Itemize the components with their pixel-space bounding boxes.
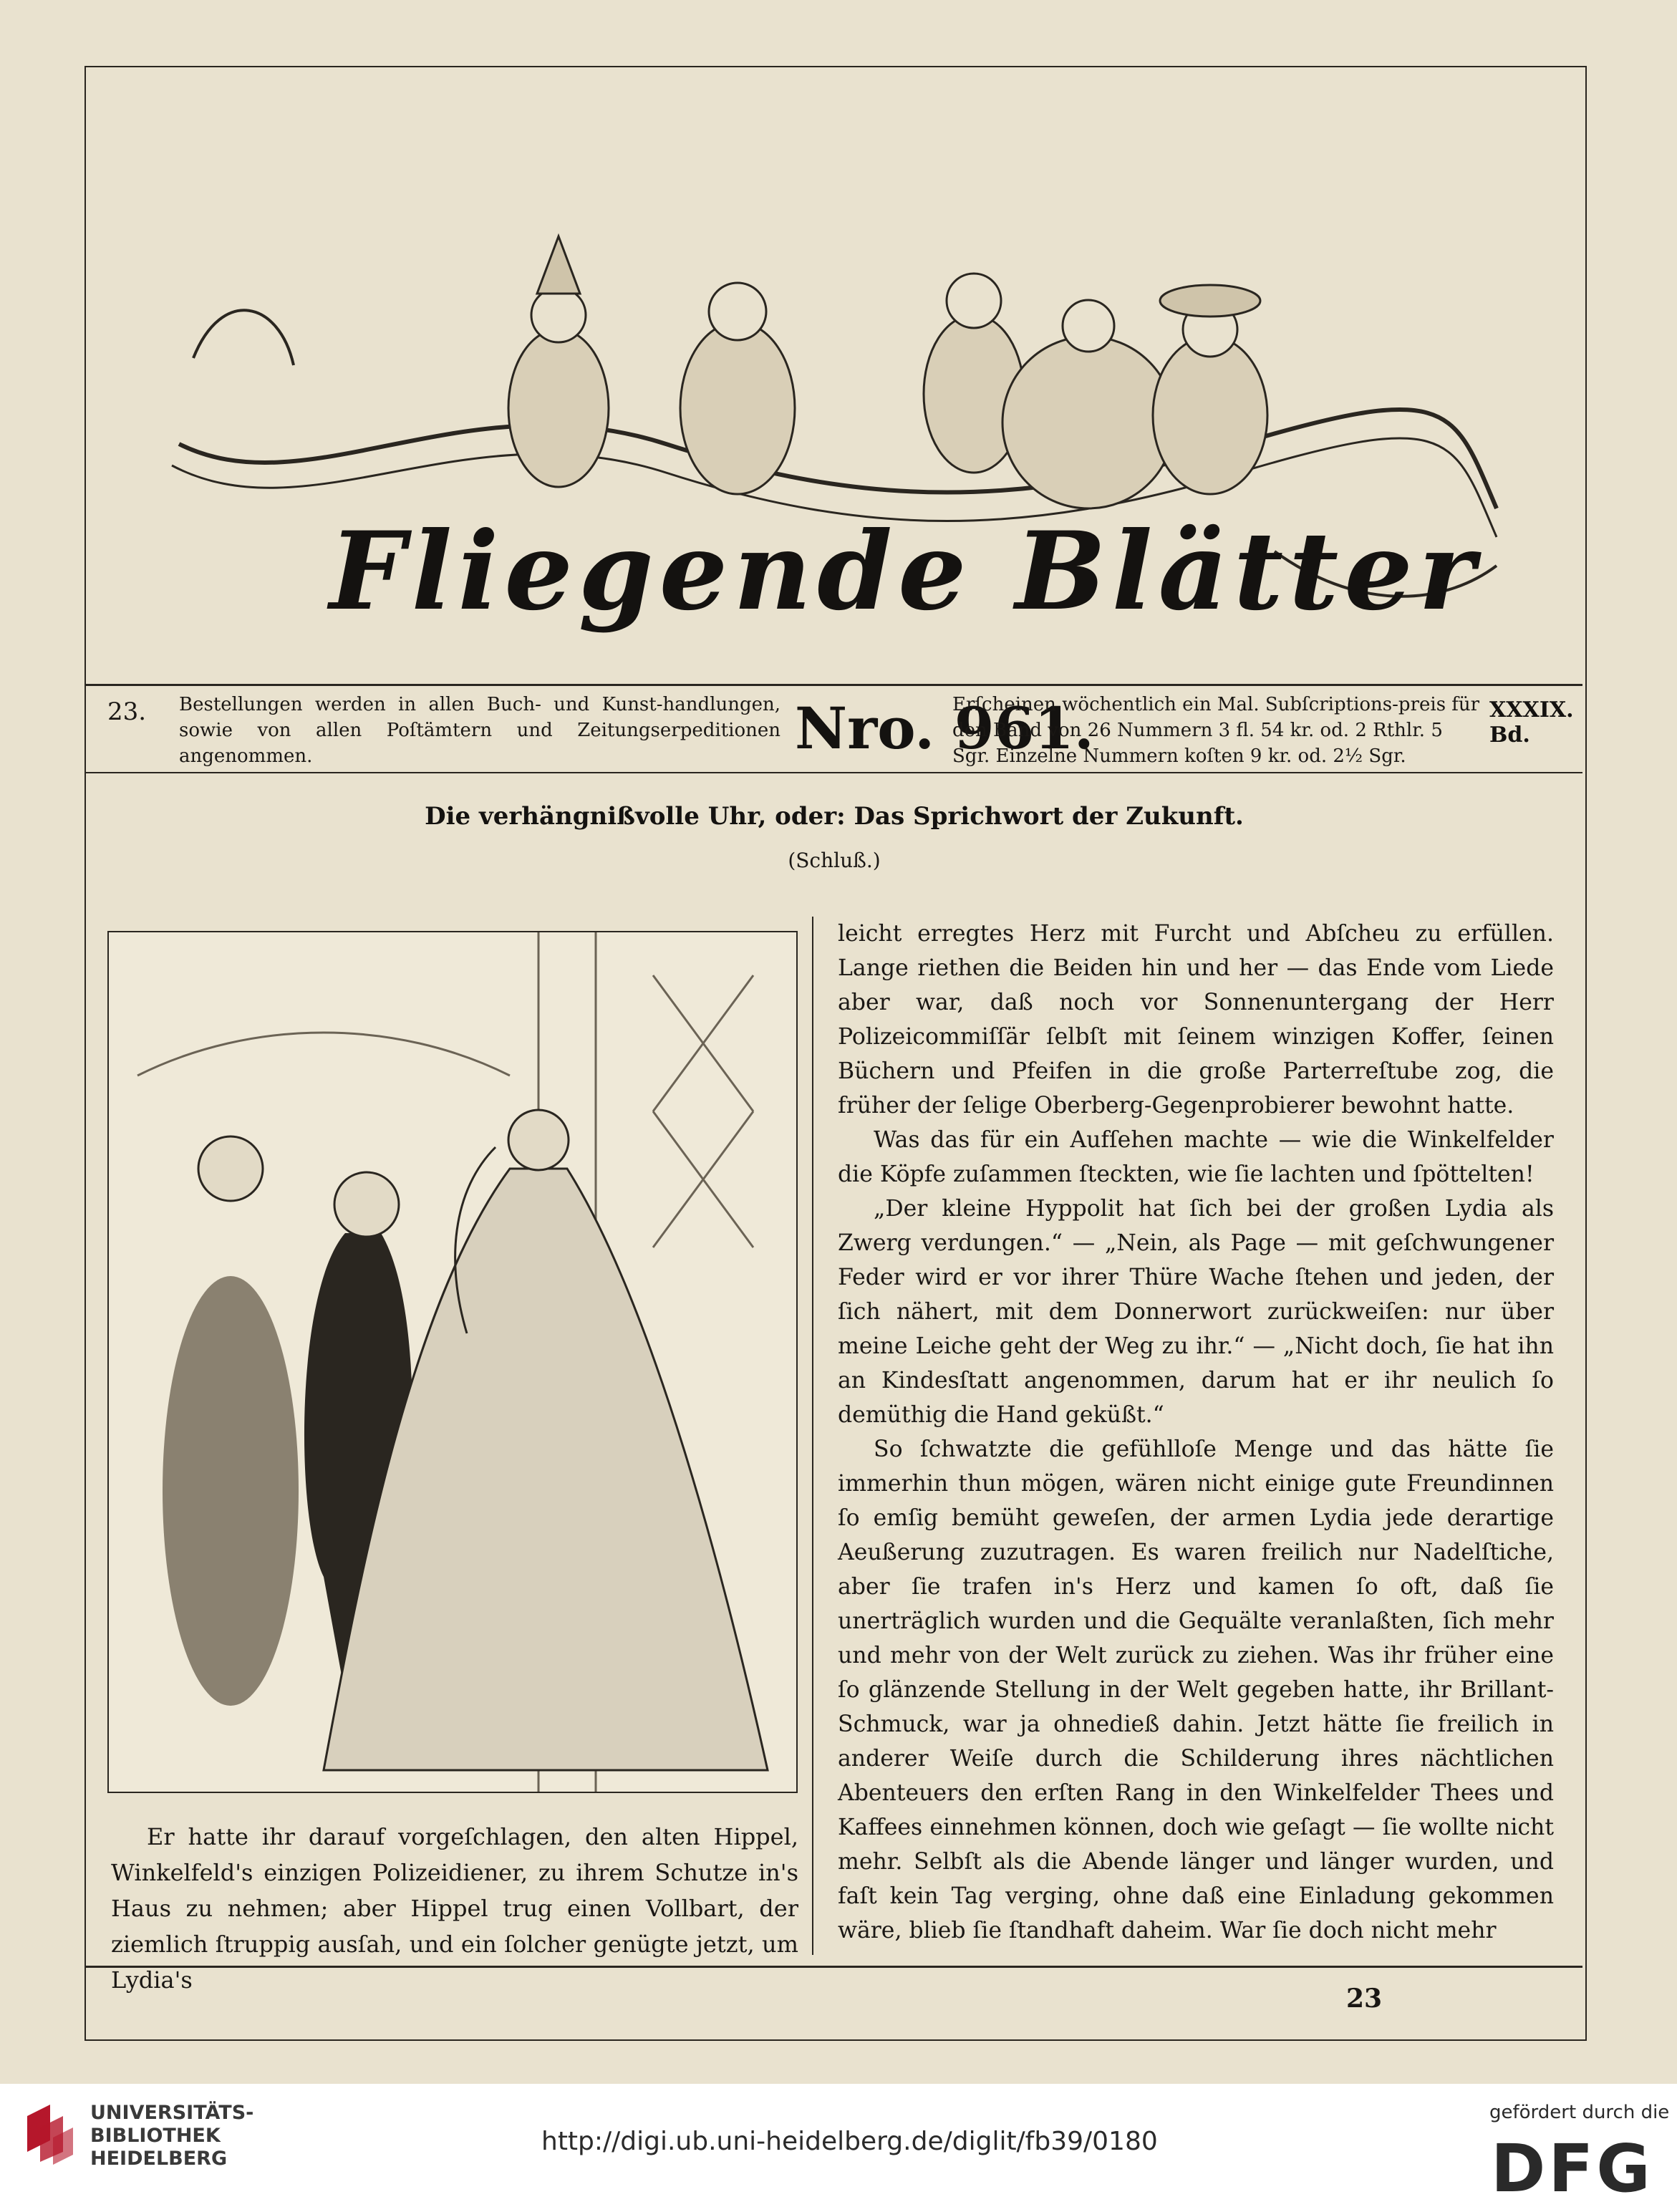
paragraph: Was das für ein Aufſehen machte — wie die Winkelfelder die Köpfe zuſammen ſteckten, wie ſie lachten und ſpöttelten! — [838, 1127, 1554, 1187]
library-name-line: HEIDELBERG — [90, 2148, 228, 2170]
issue-number: Nro. 961. — [795, 695, 1094, 762]
bottom-rule — [86, 1966, 1582, 1968]
dfg-logo: DFG — [1491, 2130, 1653, 2207]
paragraph: So ſchwatzte die gefühlloſe Menge und das hätte ſie immerhin thun mögen, wären nicht einige gute Freundinnen ſo emſig bemüht geweſen, der armen Lydia jede derartige Aeußerung zuzutragen. Es waren freilich nur Nadelſtiche, aber ſie trafen in's Herz und kamen ſo oft, daß ſie unerträglich wurden und die Gequälte veranlaßten, ſich mehr und mehr von der Welt zurück zu ziehen. Was ihr früher eine ſo glänzende Stellung in der Welt gegeben hatte, ihr Brillant-Schmuck, war ja ohnedieß dahin. Jetzt hätte ſie freilich in anderer Weiſe durch die Schilderung ihres nächtlichen Abenteuers den erſten Rang in den Winkelfelder Thees und Kaffees einnehmen können, doch wie geſagt — ſie wollte nicht mehr. Selbſt als die Abende länger und länger wurden, und faſt kein Tag verging, ohne daß eine Einladung gekommen wäre, blieb ſie ſtandhaft daheim. War ſie doch nicht mehr — [838, 1436, 1554, 1943]
volume-label: XXXIX. Bd. — [1489, 697, 1574, 748]
issue-info-strip — [86, 684, 1582, 773]
church-scene-engraving-icon — [109, 932, 796, 1792]
library-name-line: UNIVERSITÄTS- — [90, 2102, 254, 2124]
subscription-info: Erſcheinen wöchentlich ein Mal. Subſcriptions-preis für den Band von 26 Nummern 3 fl. 54 kr. od. 2 Rthlr. 5 Sgr. Einzelne Nummern koſten 9 kr. od. 2½ Sgr. — [952, 694, 1480, 767]
masthead-title: Fliegende Blätter — [329, 508, 1481, 634]
article-subtitle: (Schluß.) — [788, 849, 881, 872]
issue-week: 23. — [107, 697, 147, 726]
ordering-info: Bestellungen werden in allen Buch- und Kunst-handlungen, sowie von allen Poſtämtern und Zeitungserpeditionen angenommen. — [179, 694, 780, 767]
paragraph: leicht erregtes Herz mit Furcht und Abſcheu zu erfüllen. Lange riethen die Beiden hin und her — das Ende vom Liede aber war, daß noch vor Sonnenuntergang der Herr Polizeicommiſſär ſelbſt mit ſeinem winzigen Koffer, ſeinen Büchern und Pfeifen in die große Parterreſtube zog, die früher der ſelige Oberberg-Gegenprobierer bewohnt hatte. — [838, 921, 1554, 1119]
page-number: 23 — [1346, 1984, 1383, 2014]
ub-heidelberg-logo-icon — [21, 2102, 79, 2169]
article-title: Die verhängnißvolle Uhr, oder: Das Sprichwort der Zukunft. — [425, 802, 1244, 831]
illustration-caption: Er hatte ihr darauf vorgeſchlagen, den alten Hippel, Winkelfeld's einzigen Polizeidiener, zu ihrem Schutze in's Haus zu nehmen; aber Hippel trug einen Vollbart, der ziemlich ſtruppig ausſah, und ein ſolcher genügte jetzt, um Lydia's — [111, 1823, 798, 1994]
column-divider — [812, 917, 813, 1955]
masthead — [93, 107, 1575, 673]
library-name-line: BIBLIOTHEK — [90, 2125, 221, 2147]
source-url-link[interactable]: http://digi.ub.uni-heidelberg.de/diglit/fb39/0180 — [541, 2127, 1158, 2156]
article-body — [838, 917, 1554, 1948]
article-illustration — [107, 931, 798, 1793]
paragraph: „Der kleine Hyppolit hat ſich bei der großen Lydia als Zwerg verdungen.“ — „Nein, als Page — mit geſchwungener Feder wird er vor ihrer Thüre Wache ſtehen und jeden, der ſich nähert, mit dem Donnerwort zurückweiſen: nur über meine Leiche geht der Weg zu ihr.“ — „Nicht doch, ſie hat ihn an Kindesſtatt angenommen, darum hat er ihr neulich ſo demüthig die Hand geküßt.“ — [838, 1196, 1554, 1428]
funder-label: gefördert durch die — [1489, 2102, 1670, 2123]
library-name — [90, 2102, 253, 2170]
